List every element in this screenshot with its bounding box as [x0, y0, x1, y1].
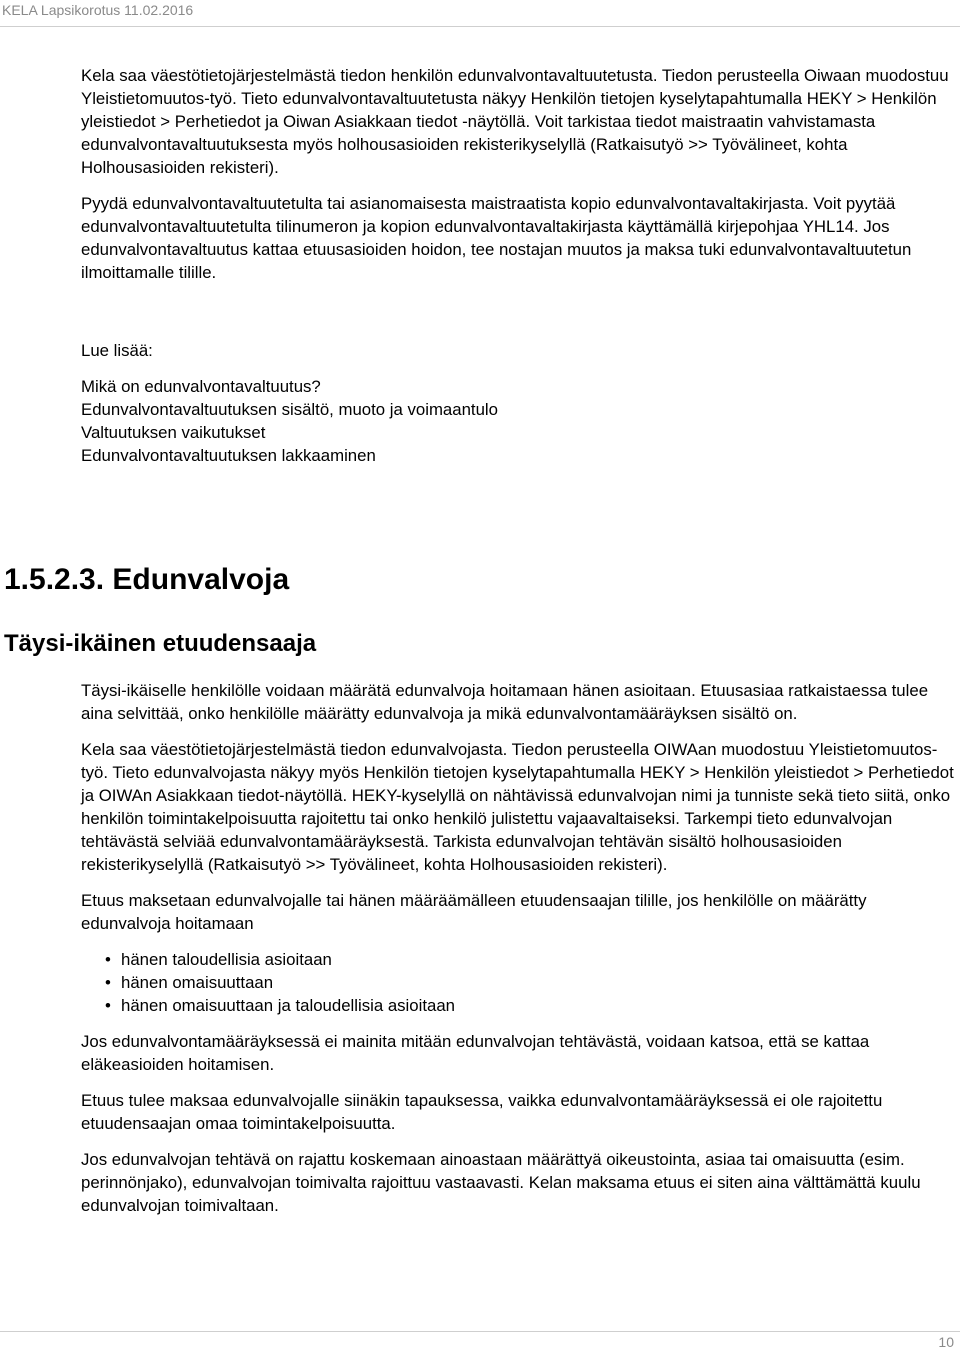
read-more-label: Lue lisää: [81, 341, 153, 360]
list-item: • hänen omaisuuttaan [105, 973, 274, 992]
section-heading: 1.5.2.3. Edunvalvoja [4, 563, 290, 596]
link-lakkaaminen[interactable]: Edunvalvontavaltuutuksen lakkaaminen [81, 446, 376, 465]
paragraph: Kela saa väestötietojärjestelmästä tiedon henkilön edunvalvontavaltuutetusta. Tiedon perusteella Oiwaan muodostuu Yleistietomuutos-työ. Tieto edunvalvontavaltuutetusta näkyy Henkilön tietojen kyselytapahtumalla HEKY > Henkilön yleistiedot > Perhetiedot ja Oiwan Asiakkaan tiedot -näytöllä. Voit tarkistaa tiedot maistraatin vahvistamasta edunvalvontavaltuutuksesta myös holhousasioiden rekisterikyselyllä (Ratkaisutyö >> Työvälineet, kohta Holhousasioiden rekisteri). [81, 66, 949, 177]
paragraph: Jos edunvalvontamääräyksessä ei mainita mitään edunvalvojan tehtävästä, voidaan katsoa, että se kattaa eläkeasioiden hoitamisen. [81, 1032, 870, 1074]
bullet-icon: • [105, 973, 111, 992]
subsection-heading: Täysi-ikäinen etuudensaaja [4, 630, 317, 657]
paragraph: Pyydä edunvalvontavaltuutetulta tai asianomaisesta maistraatista kopio edunvalvontavaltakirjasta. Voit pyytää edunvalvontavaltuutetulta tilinumeron ja kopion edunvalvontavaltakirjasta käyttämällä kirjepohjaa YHL14. Jos edunvalvontavaltuutus kattaa etuusasioiden hoidon, tee nostajan muutos ja maksa tuki edunvalvontavaltuutetun ilmoittamalle tilille. [81, 194, 912, 282]
section-edunvalvontavaltuutus [81, 64, 959, 467]
spacer [81, 297, 959, 339]
link-mika-on-edunvalvontavaltuutus[interactable]: Mikä on edunvalvontavaltuutus? [81, 377, 321, 396]
bullet-list [81, 948, 959, 1017]
list-item: • hänen omaisuuttaan ja taloudellisia asioitaan [105, 996, 455, 1015]
document-title: KELA Lapsikorotus 11.02.2016 [2, 2, 194, 18]
bullet-icon: • [105, 996, 111, 1015]
paragraph: Täysi-ikäiselle henkilölle voidaan määrätä edunvalvoja hoitamaan hänen asioitaan. Etuusasiaa ratkaistaessa tulee aina selvittää, onko henkilölle määrätty edunvalvoja ja mikä edunvalvontamääräyksen sisältö on. [81, 681, 929, 723]
paragraph: Etuus maksetaan edunvalvojalle tai hänen määräämälleen etuudensaajan tilille, jos henkilölle on määrätty edunvalvoja hoitamaan [81, 891, 867, 933]
page-header [0, 0, 960, 27]
bullet-icon: • [105, 950, 111, 969]
section-edunvalvoja [81, 679, 959, 1230]
page-number: 10 [938, 1334, 954, 1350]
link-valtuutuksen-vaikutukset[interactable]: Valtuutuksen vaikutukset [81, 423, 266, 442]
paragraph: Jos edunvalvojan tehtävä on rajattu koskemaan ainoastaan määrättyä oikeustointa, asiaa tai omaisuutta (esim. perinnönjako), edunvalvojan toimivalta rajoittuu vastaavasti. Kelan maksama etuus ei siten aina välttämättä kuulu edunvalvojan toimivaltaan. [81, 1150, 921, 1215]
paragraph: Kela saa väestötietojärjestelmästä tiedon edunvalvojasta. Tiedon perusteella OIWAan muodostuu Yleistietomuutos-työ. Tieto edunvalvojasta näkyy myös Henkilön tietojen kyselytapahtumalla HEKY > Henkilön yleistiedot > Perhetiedot ja OIWAn Asiakkaan tiedot-näytöllä. HEKY-kyselyllä on nähtävissä edunvalvojan nimi ja tunniste sekä tieto siitä, onko henkilön toimintakelpoisuutta rajoitettu tai onko henkilö julistettu vajaavaltaiseksi. Tarkempi tieto edunvalvojan tehtävästä selviää edunvalvontamääräyksestä. Tarkista edunvalvojan tehtävän sisältö holhousasioiden rekisterikyselyllä (Ratkaisutyö >> Työvälineet, kohta Holhousasioiden rekisteri). [81, 740, 954, 874]
link-sisalto-muoto-voimaantulo[interactable]: Edunvalvontavaltuutuksen sisältö, muoto ja voimaantulo [81, 400, 498, 419]
list-item: • hänen taloudellisia asioitaan [105, 950, 332, 969]
paragraph: Etuus tulee maksaa edunvalvojalle siinäkin tapauksessa, vaikka edunvalvontamääräyksessä ei ole rajoitettu etuudensaajan omaa toimintakelpoisuutta. [81, 1091, 883, 1133]
footer-divider [0, 1331, 960, 1332]
